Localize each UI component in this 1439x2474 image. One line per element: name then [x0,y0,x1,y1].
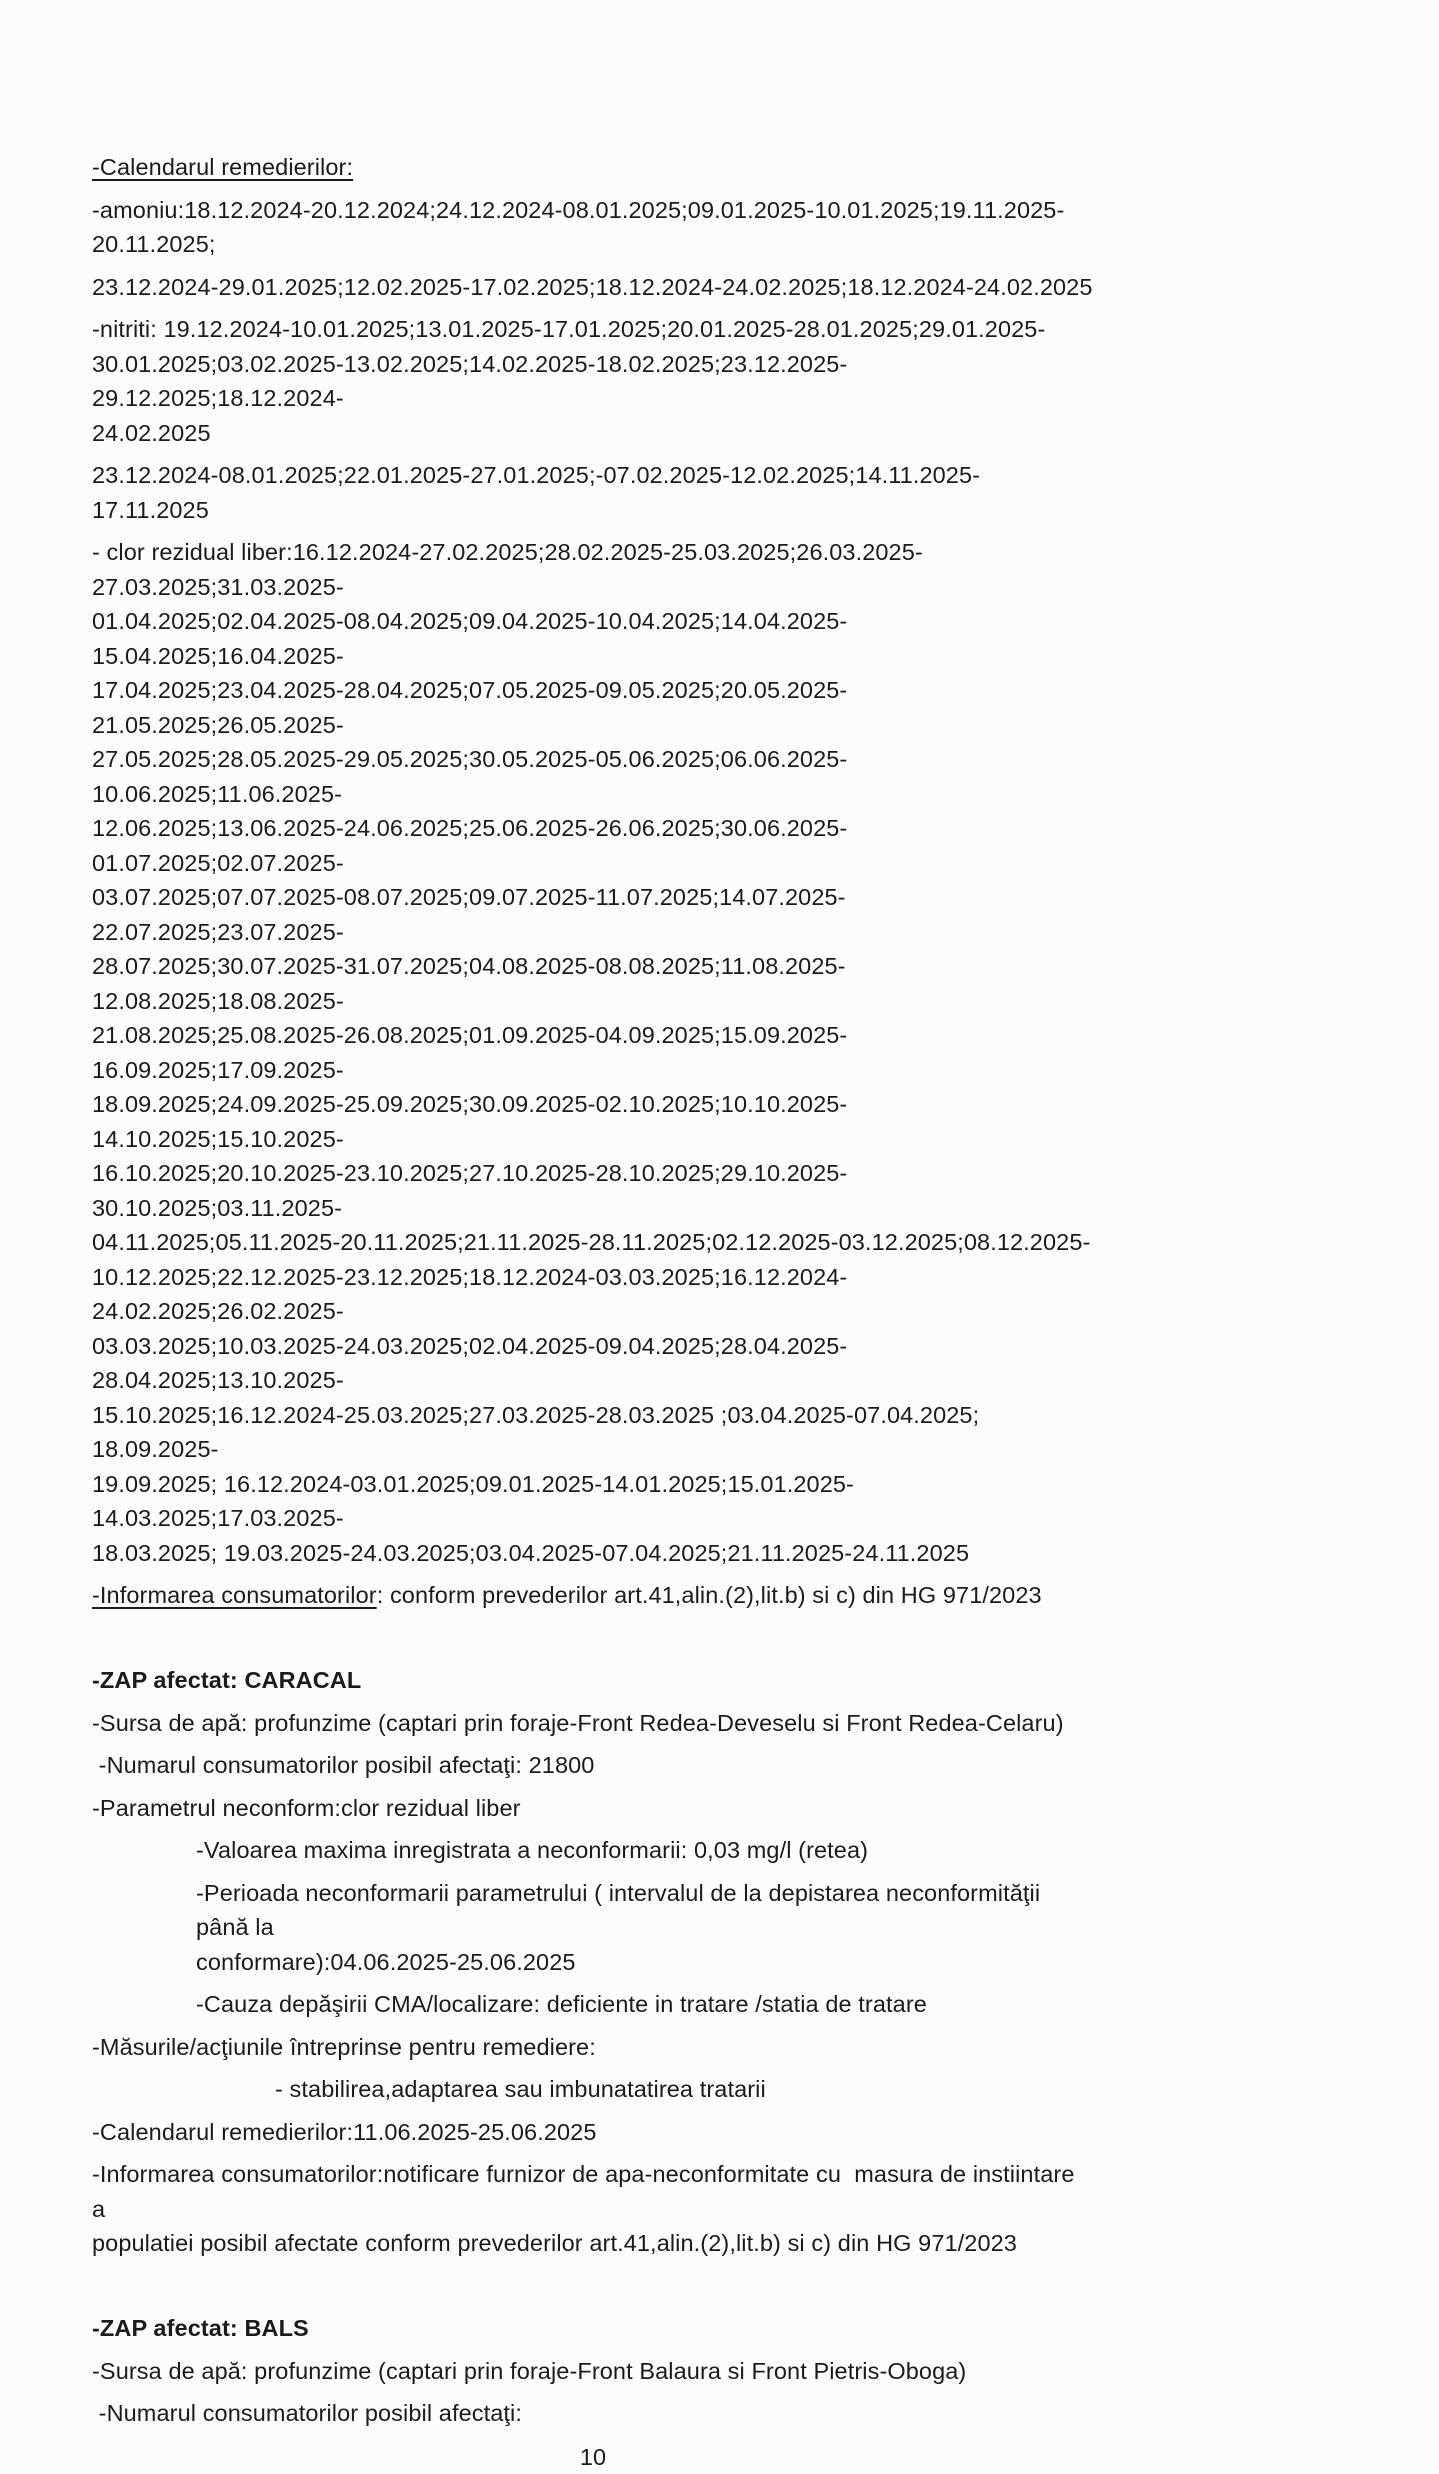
text-line: 19.09.2025; 16.12.2024-03.01.2025;09.01.2025-14.01.2025;15.01.2025-14.03.2025;17.03.2025- [92,1467,1094,1536]
calendarul-remedierilor-heading [92,150,1094,185]
text-line: -Măsurile/acţiunile întreprinse pentru remediere: [92,2030,1094,2065]
text-line: 03.03.2025;10.03.2025-24.03.2025;02.04.2025-09.04.2025;28.04.2025-28.04.2025;13.10.2025- [92,1329,1094,1398]
document-body [92,150,1094,2431]
text-line: 15.10.2025;16.12.2024-25.03.2025;27.03.2025-28.03.2025 ;03.04.2025-07.04.2025; 18.09.2025- [92,1398,1094,1467]
text-line: -nitriti: 19.12.2024-10.01.2025;13.01.2025-17.01.2025;20.01.2025-28.01.2025;29.01.2025- [92,312,1094,347]
zap-afectat-caracal-heading [92,1663,1094,1698]
nitriti-dates-continued [92,458,1094,527]
text-line: -ZAP afectat: BALS [92,2311,1094,2346]
text-line: 30.01.2025;03.02.2025-13.02.2025;14.02.2025-18.02.2025;23.12.2025-29.12.2025;18.12.2024- [92,347,1094,416]
text-line: -Numarul consumatorilor posibil afectaţi: [92,2396,1094,2431]
text-line: -Sursa de apă: profunzime (captari prin foraje-Front Balaura si Front Pietris-Oboga) [92,2354,1094,2389]
text-line: - clor rezidual liber:16.12.2024-27.02.2025;28.02.2025-25.03.2025;26.03.2025-27.03.2025;31.03.2025- [92,535,1094,604]
text-line: - stabilirea,adaptarea sau imbunatatirea tratarii [275,2072,1094,2107]
nitriti-dates [92,312,1094,450]
blank-line [92,2269,1094,2304]
text-line: 12.06.2025;13.06.2025-24.06.2025;25.06.2025-26.06.2025;30.06.2025-01.07.2025;02.07.2025- [92,811,1094,880]
text-line: 18.03.2025; 19.03.2025-24.03.2025;03.04.2025-07.04.2025;21.11.2025-24.11.2025 [92,1536,1094,1571]
amoniu-dates-continued [92,270,1094,305]
clor-rezidual-liber-dates [92,535,1094,1570]
valoarea-maxima-caracal [92,1833,1094,1868]
text-line: 17.04.2025;23.04.2025-28.04.2025;07.05.2025-09.05.2025;20.05.2025-21.05.2025;26.05.2025- [92,673,1094,742]
text-line: -Valoarea maxima inregistrata a neconformarii: 0,03 mg/l (retea) [196,1833,1094,1868]
text-line: -amoniu:18.12.2024-20.12.2024;24.12.2024-08.01.2025;09.01.2025-10.01.2025;19.11.2025-20.11.2025; [92,193,1094,262]
text-line: -Perioada neconformarii parametrului ( intervalul de la depistarea neconformităţii până la [196,1876,1094,1945]
cauza-depasirii-caracal [92,1987,1094,2022]
text-line: 01.04.2025;02.04.2025-08.04.2025;09.04.2025-10.04.2025;14.04.2025-15.04.2025;16.04.2025- [92,604,1094,673]
calendarul-remedierilor-caracal [92,2115,1094,2150]
text-line: -Sursa de apă: profunzime (captari prin foraje-Front Redea-Deveselu si Front Redea-Celaru) [92,1706,1094,1741]
text-line: 21.08.2025;25.08.2025-26.08.2025;01.09.2025-04.09.2025;15.09.2025-16.09.2025;17.09.2025- [92,1018,1094,1087]
numar-consumatori-caracal [92,1748,1094,1783]
text-line: 16.10.2025;20.10.2025-23.10.2025;27.10.2025-28.10.2025;29.10.2025-30.10.2025;03.11.2025- [92,1156,1094,1225]
sursa-de-apa-bals [92,2354,1094,2389]
text-line: 24.02.2025 [92,416,1094,451]
text-line: 28.07.2025;30.07.2025-31.07.2025;04.08.2025-08.08.2025;11.08.2025-12.08.2025;18.08.2025- [92,949,1094,1018]
amoniu-dates [92,193,1094,262]
blank-line [92,1621,1094,1656]
text-line: conformare):04.06.2025-25.06.2025 [196,1945,1094,1980]
text-line: -Calendarul remedierilor: [92,150,1094,185]
page-number: 10 [92,2440,1094,2474]
parametrul-neconform-caracal [92,1791,1094,1826]
text-line: 23.12.2024-08.01.2025;22.01.2025-27.01.2025;-07.02.2025-12.02.2025;14.11.2025-17.11.2025 [92,458,1094,527]
text-line: 04.11.2025;05.11.2025-20.11.2025;21.11.2025-28.11.2025;02.12.2025-03.12.2025;08.12.2025- [92,1225,1094,1260]
text-line: -ZAP afectat: CARACAL [92,1663,1094,1698]
text-line: -Cauza depăşirii CMA/localizare: deficiente in tratare /statia de tratare [196,1987,1094,2022]
text-line: 10.12.2025;22.12.2025-23.12.2025;18.12.2024-03.03.2025;16.12.2024-24.02.2025;26.02.2025- [92,1260,1094,1329]
text-line: -Calendarul remedierilor:11.06.2025-25.06.2025 [92,2115,1094,2150]
text-line: 18.09.2025;24.09.2025-25.09.2025;30.09.2025-02.10.2025;10.10.2025-14.10.2025;15.10.2025- [92,1087,1094,1156]
numar-consumatori-bals [92,2396,1094,2431]
text-line: 23.12.2024-29.01.2025;12.02.2025-17.02.2025;18.12.2024-24.02.2025;18.12.2024-24.02.2025 [92,270,1094,305]
text-line: populatiei posibil afectate conform prevederilor art.41,alin.(2),lit.b) si c) din HG 971/2023 [92,2226,1094,2261]
informarea-consumatorilor-caracal [92,2157,1094,2261]
masurile-actiunile-caracal [92,2030,1094,2065]
stabilirea-adaptarea-caracal [92,2072,1094,2107]
sursa-de-apa-caracal [92,1706,1094,1741]
informarea-consumatorilor [92,1578,1094,1613]
text-line: 03.07.2025;07.07.2025-08.07.2025;09.07.2025-11.07.2025;14.07.2025-22.07.2025;23.07.2025- [92,880,1094,949]
text-line: -Numarul consumatorilor posibil afectaţi: 21800 [92,1748,1094,1783]
text-line: 27.05.2025;28.05.2025-29.05.2025;30.05.2025-05.06.2025;06.06.2025-10.06.2025;11.06.2025- [92,742,1094,811]
text-line: -Parametrul neconform:clor rezidual liber [92,1791,1094,1826]
text-line: -Informarea consumatorilor: conform prevederilor art.41,alin.(2),lit.b) si c) din HG 971/2023 [92,1578,1094,1613]
zap-afectat-bals-heading [92,2311,1094,2346]
perioada-neconformarii-caracal [92,1876,1094,1980]
text-line: -Informarea consumatorilor:notificare furnizor de apa-neconformitate cu masura de instiintare a [92,2157,1094,2226]
